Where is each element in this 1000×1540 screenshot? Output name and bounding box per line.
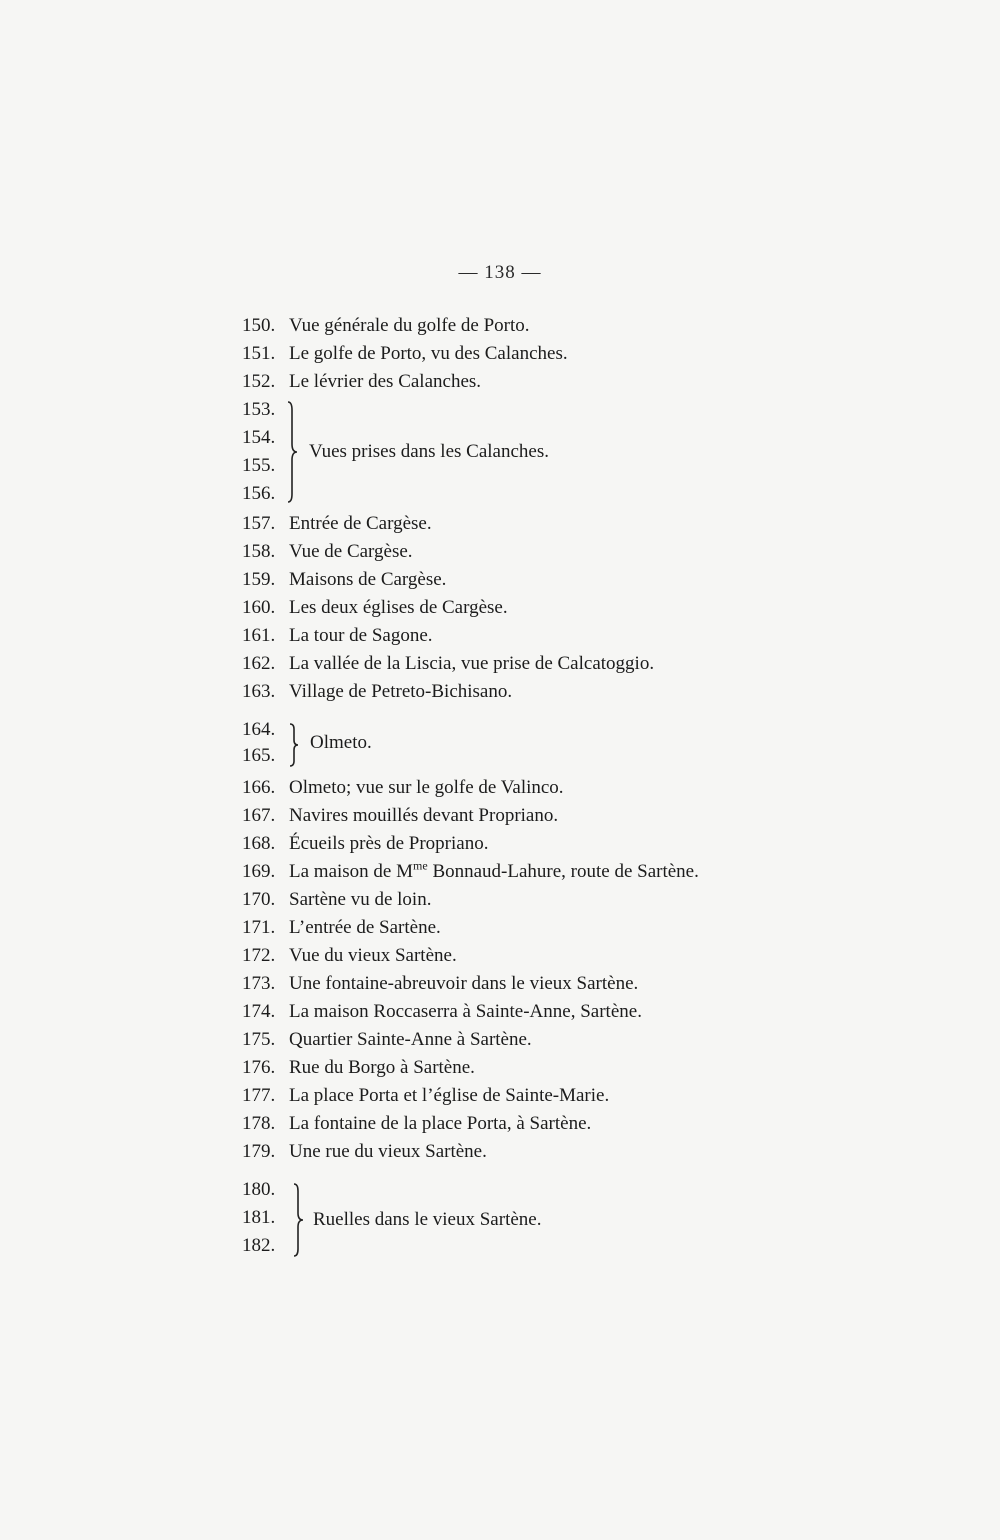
entry-number: 172. [242, 945, 276, 966]
entry-text: Vue de Cargèse. [289, 541, 413, 562]
group-text: Ruelles dans le vieux Sartène. [313, 1209, 542, 1230]
entry-number: 158. [242, 541, 276, 562]
entry-number: 156. [242, 483, 276, 504]
brace-group-olmeto [0, 716, 1000, 772]
entry-text: Sartène vu de loin. [289, 889, 432, 910]
entry-number: 153. [242, 399, 276, 420]
curly-brace-icon [287, 722, 301, 768]
entry-text: La maison Roccaserra à Sainte-Anne, Sartène. [289, 1001, 642, 1022]
entry-number: 176. [242, 1057, 276, 1078]
brace-group-calanches [0, 396, 1000, 508]
entry-number: 162. [242, 653, 276, 674]
entry-text: Village de Petreto-Bichisano. [289, 681, 513, 702]
entry-text: La place Porta et l’église de Sainte-Marie. [289, 1085, 610, 1106]
entry-text [289, 858, 699, 886]
entry-text: Le lévrier des Calanches. [289, 371, 482, 392]
entry-number: 181. [242, 1207, 276, 1228]
entry-number: 180. [242, 1179, 276, 1200]
entry-text: Vue générale du golfe de Porto. [289, 315, 530, 336]
entry-number: 182. [242, 1235, 276, 1256]
entry-text: Les deux églises de Cargèse. [289, 597, 508, 618]
entry-text: Écueils près de Propriano. [289, 833, 489, 854]
entry-number: 175. [242, 1029, 276, 1050]
entry-text: L’entrée de Sartène. [289, 917, 441, 938]
entry-text-after: Bonnaud-Lahure, route de Sartène. [427, 861, 699, 882]
entry-text: Le golfe de Porto, vu des Calanches. [289, 343, 568, 364]
group-text: Olmeto. [310, 732, 372, 753]
entry-number: 178. [242, 1113, 276, 1134]
entry-text-before: La maison de M [289, 861, 414, 882]
entry-number: 160. [242, 597, 276, 618]
entry-text: Maisons de Cargèse. [289, 569, 447, 590]
brace-group-ruelles [0, 1176, 1000, 1260]
entry-number: 150. [242, 315, 276, 336]
entry-text: Rue du Borgo à Sartène. [289, 1057, 475, 1078]
entry-superscript: me [413, 858, 428, 873]
entry-text: Olmeto; vue sur le golfe de Valinco. [289, 777, 564, 798]
entry-text: Une fontaine-abreuvoir dans le vieux Sartène. [289, 973, 639, 994]
entry-number: 161. [242, 625, 276, 646]
entry-number: 173. [242, 973, 276, 994]
curly-brace-icon [284, 400, 300, 504]
entry-number: 170. [242, 889, 276, 910]
entry-number: 174. [242, 1001, 276, 1022]
entry-number: 165. [242, 745, 276, 766]
entry-number: 155. [242, 455, 276, 476]
entry-number: 157. [242, 513, 276, 534]
entry-number: 167. [242, 805, 276, 826]
group-text: Vues prises dans les Calanches. [309, 441, 549, 462]
page-number: — 138 — [458, 262, 542, 283]
entry-number: 151. [242, 343, 276, 364]
entry-number: 154. [242, 427, 276, 448]
entry-number: 171. [242, 917, 276, 938]
entry-text: Quartier Sainte-Anne à Sartène. [289, 1029, 532, 1050]
entry-text: La fontaine de la place Porta, à Sartène. [289, 1113, 592, 1134]
entry-text: Vue du vieux Sartène. [289, 945, 457, 966]
entry-text: Une rue du vieux Sartène. [289, 1141, 487, 1162]
entry-number: 166. [242, 777, 276, 798]
entry-text: La tour de Sagone. [289, 625, 433, 646]
entry-number: 169. [242, 861, 276, 882]
entry-number: 177. [242, 1085, 276, 1106]
entry-number: 179. [242, 1141, 276, 1162]
entry-number: 152. [242, 371, 276, 392]
entry-number: 168. [242, 833, 276, 854]
entry-text: Entrée de Cargèse. [289, 513, 432, 534]
entry-text: Navires mouillés devant Propriano. [289, 805, 559, 826]
entry-number: 159. [242, 569, 276, 590]
entry-number: 163. [242, 681, 276, 702]
entry-text: La vallée de la Liscia, vue prise de Calcatoggio. [289, 653, 655, 674]
entry-number: 164. [242, 719, 276, 740]
curly-brace-icon [290, 1182, 306, 1258]
